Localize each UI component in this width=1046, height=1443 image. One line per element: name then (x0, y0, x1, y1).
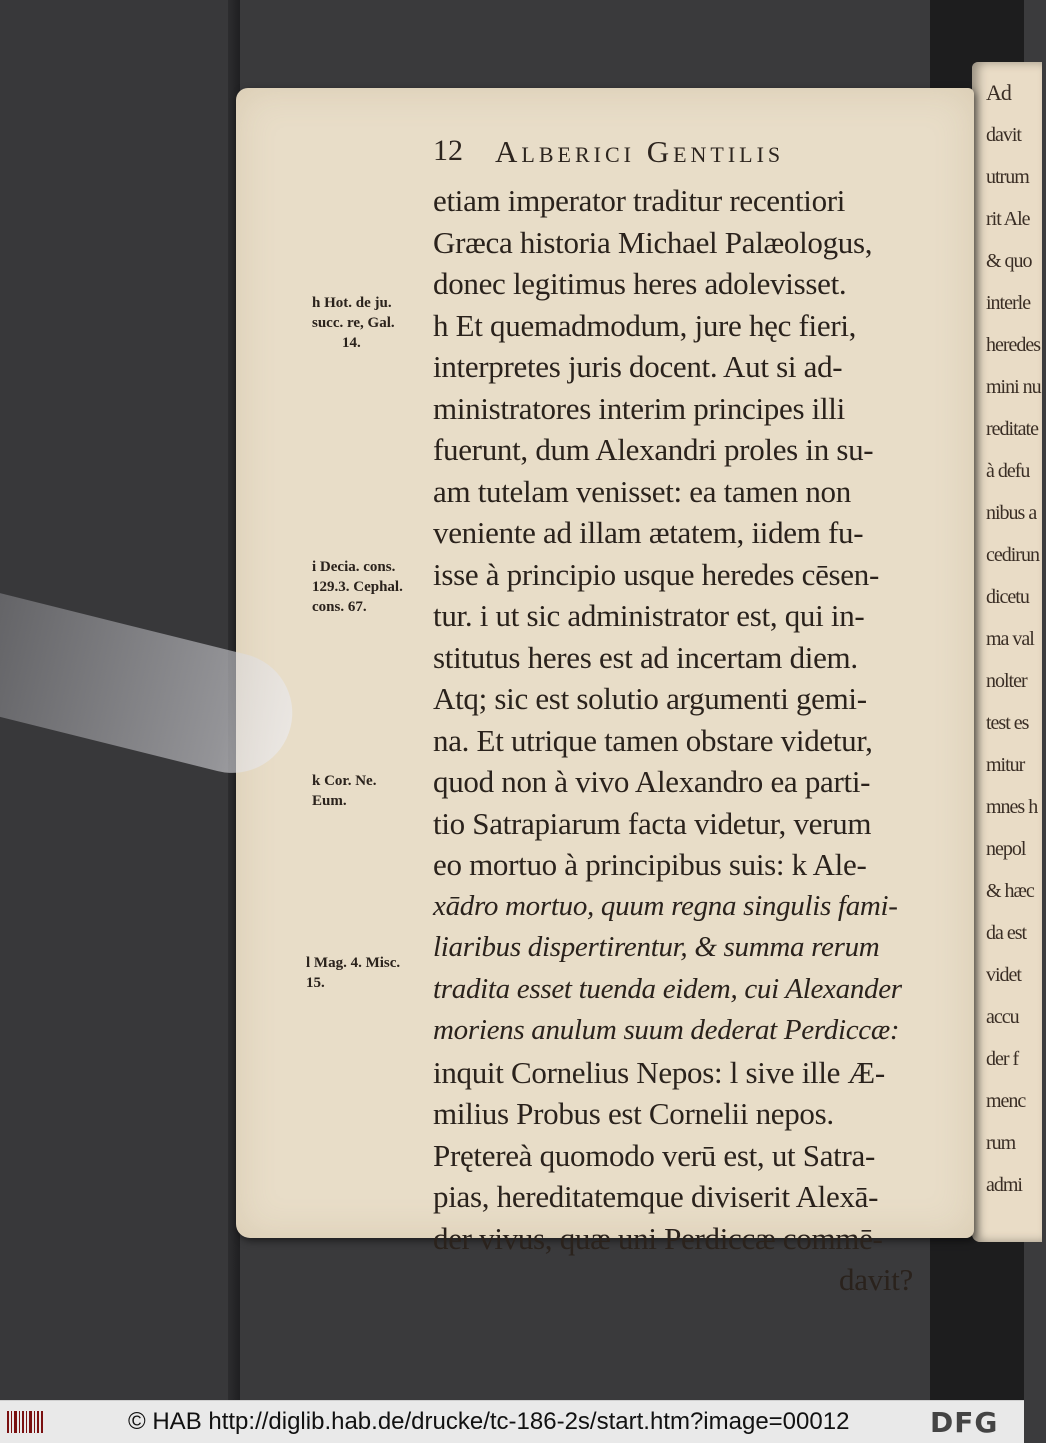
facing-page-fragment: accu (986, 1006, 1019, 1028)
facing-page-fragment: ma val (986, 628, 1034, 650)
facing-page-fragment: utrum (986, 166, 1029, 188)
text-line: quod non à vivo Alexandro ea parti- (433, 764, 871, 799)
facing-page-text (986, 80, 1046, 1206)
text-line: Atq; sic est solutio argumenti gemi- (433, 681, 867, 716)
text-line: xādro mortuo, quum regna singulis fami- (433, 889, 898, 922)
facing-page-fragment: rum (986, 1132, 1016, 1154)
text-line: etiam imperator traditur recentiori (433, 183, 846, 218)
barcode-icon (6, 1409, 46, 1435)
text-line: stitutus heres est ad incertam diem. (433, 639, 858, 675)
text-line: inquit Cornelius Nepos: l sive ille Æ- (433, 1054, 885, 1090)
facing-page-fragment: admi (986, 1174, 1022, 1196)
facing-page-fragment: heredes (986, 334, 1041, 356)
text-line: milius Probus est Cornelii nepos. (433, 1096, 834, 1131)
facing-page-fragment: reditate (986, 418, 1038, 440)
facing-page-fragment: Ad (986, 80, 1011, 105)
facing-page-fragment: nolter (986, 670, 1027, 692)
dfg-logo: DFG (930, 1406, 999, 1439)
text-line: isse à principio usque heredes cēsen- (433, 556, 879, 592)
facing-page-fragment: nepol (986, 838, 1026, 860)
facing-page-fragment: cedirun (986, 544, 1039, 566)
marginal-note-l (306, 953, 400, 993)
running-head-title: Alberici Gentilis (495, 134, 785, 169)
footer-bar (0, 1400, 1024, 1443)
marginal-note-line: succ. re, Gal. (312, 315, 395, 331)
text-line: tio Satrapiarum facta videtur, verum (433, 805, 872, 841)
marginal-note-line: i Decia. cons. (312, 559, 396, 575)
running-head (433, 134, 893, 174)
text-line: interpretes juris docent. Aut si ad- (433, 349, 843, 384)
facing-page-fragment: nibus a (986, 502, 1037, 524)
facing-page-fragment: der f (986, 1048, 1019, 1070)
text-line: Græca historia Michael Palæologus, (433, 224, 873, 260)
facing-page-fragment: videt (986, 964, 1021, 986)
text-line: pias, hereditatemque diviserit Alexā- (433, 1179, 879, 1214)
facing-page-fragment: davit (986, 124, 1021, 146)
source-link[interactable]: © HAB http://diglib.hab.de/drucke/tc-186-2s/start.htm?image=00012 (128, 1408, 850, 1435)
text-line: liaribus dispertirentur, & summa rerum (433, 931, 880, 963)
facing-page (972, 62, 1042, 1242)
text-line: donec legitimus heres adolevisset. (433, 266, 847, 301)
facing-page-fragment: dicetu (986, 586, 1029, 608)
marginal-note-line: 14. (342, 335, 361, 351)
marginal-note-line: h Hot. de ju. (312, 295, 392, 311)
facing-page-fragment: mnes h (986, 796, 1038, 818)
facing-page-fragment: interle (986, 292, 1031, 314)
marginal-note-line: 15. (306, 975, 325, 991)
text-line: fuerunt, dum Alexandri proles in su- (433, 432, 874, 467)
facing-page-fragment: & quo (986, 250, 1032, 272)
marginal-note-i (312, 557, 403, 617)
marginal-note-line: Eum. (312, 793, 347, 809)
text-line: tur. i ut sic administrator est, qui in- (433, 598, 865, 633)
text-line: veniente ad illam ætatem, iidem fu- (433, 515, 864, 550)
facing-page-fragment: & hæc (986, 880, 1034, 902)
marginal-note-line: 129.3. Cephal. (312, 579, 403, 595)
facing-page-fragment: test es (986, 712, 1029, 734)
facing-page-fragment: mitur (986, 754, 1025, 776)
text-line: moriens anulum suum dederat Perdiccæ: (433, 1014, 900, 1046)
text-line: Prętereà quomodo verū est, ut Satra- (433, 1137, 876, 1173)
text-line: davit? (839, 1262, 913, 1297)
text-line: h Et quemadmodum, jure hęc fieri, (433, 307, 857, 343)
text-line: der vivus, quæ uni Perdiccæ commē- (433, 1220, 883, 1256)
marginal-note-line: cons. 67. (312, 599, 367, 615)
marginal-note-h (312, 293, 395, 353)
text-line: na. Et utrique tamen obstare videtur, (433, 722, 873, 758)
facing-page-fragment: menc (986, 1090, 1026, 1112)
text-line: tradita esset tuenda eidem, cui Alexander (433, 972, 902, 1005)
marginal-note-line: l Mag. 4. Misc. (306, 955, 401, 971)
body-text (433, 180, 933, 1301)
facing-page-fragment: mini nu (986, 376, 1041, 398)
page-number: 12 (433, 134, 463, 167)
text-line: ministratores interim principes illi (433, 390, 845, 426)
facing-page-fragment: da est (986, 922, 1027, 944)
marginal-note-line: k Cor. Ne. (312, 773, 377, 789)
facing-page-fragment: à defu (986, 460, 1030, 482)
text-line: am tutelam venisset: ea tamen non (433, 473, 851, 509)
marginal-note-k (312, 771, 376, 811)
facing-page-fragment: rit Ale (986, 208, 1030, 230)
text-line: eo mortuo à principibus suis: k Ale- (433, 847, 867, 882)
